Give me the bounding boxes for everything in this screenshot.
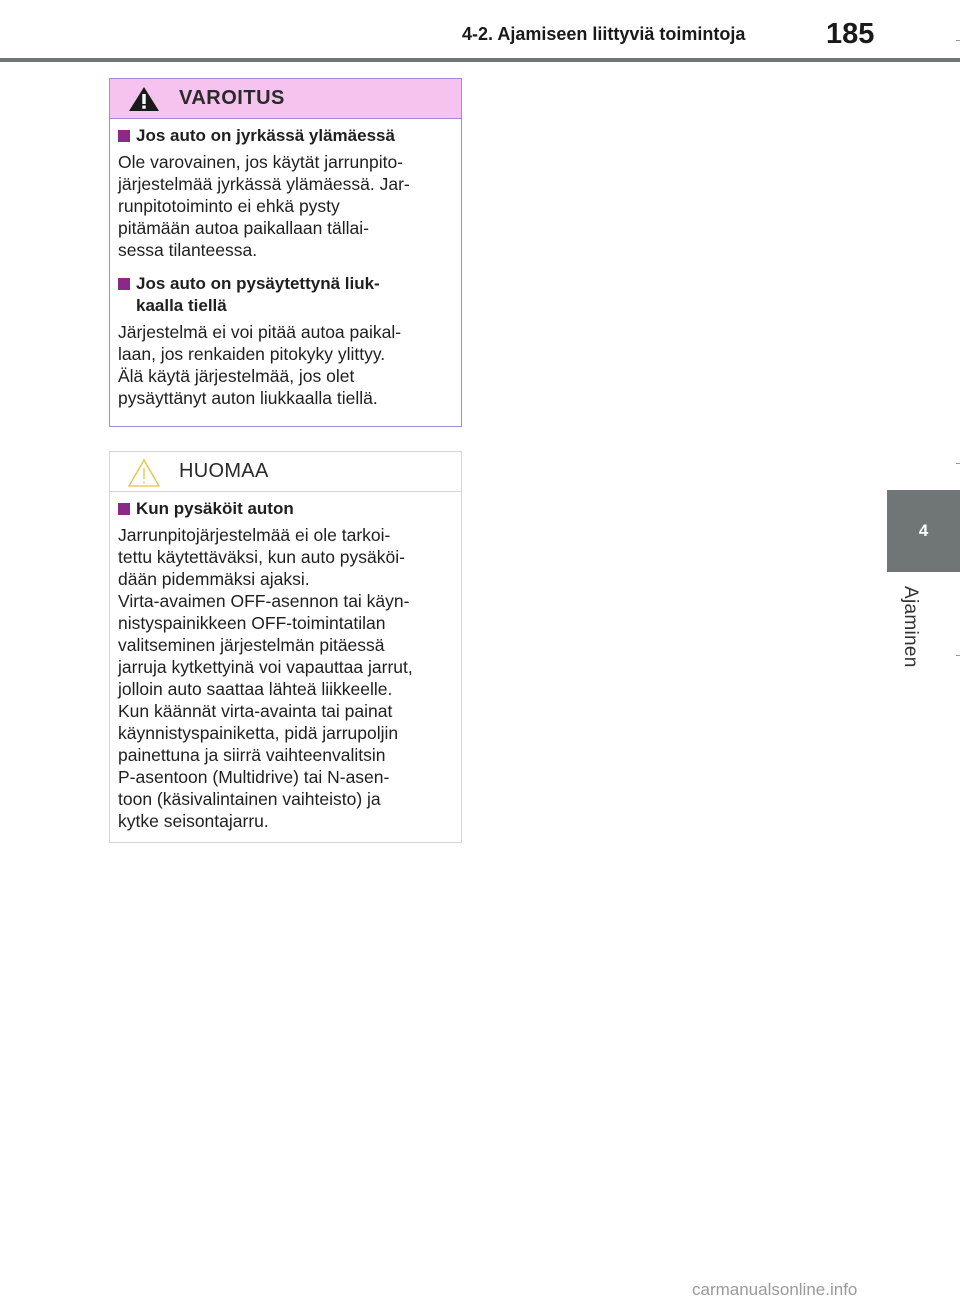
page-number: 185	[826, 18, 875, 50]
note-item-text: Jarrunpitojärjestelmää ei ole tarkoi- tettu käytettäväksi, kun auto pysäköi- dään pidemmäksi ajaksi. Virta-avaimen OFF-asennon tai käyn- nistyspainikkeen OFF-toimintatilan valitseminen järjestelmän pitäessä jarruja kytkettyinä voi vapauttaa jarrut, jolloin auto saattaa lähteä liikkeelle. Kun käännät virta-avainta tai painat käynnistyspainiketta, pidä jarrupoljin painettuna ja siirrä vaihteenvalitsin P-asentoon (Multidrive) tai N-asen- toon (käsivalintainen vaihteisto) ja kytke seisontajarru.	[118, 525, 413, 831]
warning-item	[118, 125, 451, 261]
square-bullet-icon	[118, 278, 130, 290]
note-box-header	[110, 452, 461, 492]
chapter-tab	[887, 490, 960, 572]
square-bullet-icon	[118, 503, 130, 515]
note-box-body	[110, 492, 461, 832]
side-crop-mark	[956, 463, 960, 464]
warning-box-body	[110, 119, 461, 409]
note-item-title: Kun pysäköit auton	[136, 499, 294, 518]
side-crop-mark	[956, 655, 960, 656]
note-title: HUOMAA	[179, 460, 269, 482]
note-item	[118, 498, 451, 832]
caution-triangle-outline-icon	[127, 458, 161, 488]
page-header	[0, 0, 960, 62]
warning-item-title: Jos auto on pysäytettynä liuk- kaalla tiellä	[136, 274, 380, 315]
side-crop-mark	[956, 40, 960, 41]
note-box	[109, 451, 462, 843]
warning-item-text: Ole varovainen, jos käytät jarrunpito- järjestelmää jyrkässä ylämäessä. Jar- runpitotoiminto ei ehkä pysty pitämään autoa paikallaan tällai- sessa tilanteessa.	[118, 152, 410, 260]
watermark: carmanualsonline.info	[692, 1280, 858, 1299]
warning-item-text: Järjestelmä ei voi pitää autoa paikal- laan, jos renkaiden pitokyky ylittyy. Älä käytä järjestelmää, jos olet pysäyttänyt auton liukkaalla tiellä.	[118, 322, 402, 408]
warning-triangle-icon	[127, 85, 161, 113]
square-bullet-icon	[118, 130, 130, 142]
chapter-number: 4	[918, 521, 929, 540]
warning-box	[109, 78, 462, 427]
header-rule	[0, 58, 960, 62]
warning-title: VAROITUS	[179, 87, 285, 109]
section-title: 4-2. Ajamiseen liittyviä toimintoja	[462, 24, 746, 44]
warning-item	[118, 273, 451, 409]
warning-box-header	[110, 79, 461, 119]
warning-item-title: Jos auto on jyrkässä ylämäessä	[136, 126, 395, 145]
chapter-label: Ajaminen	[900, 586, 921, 668]
